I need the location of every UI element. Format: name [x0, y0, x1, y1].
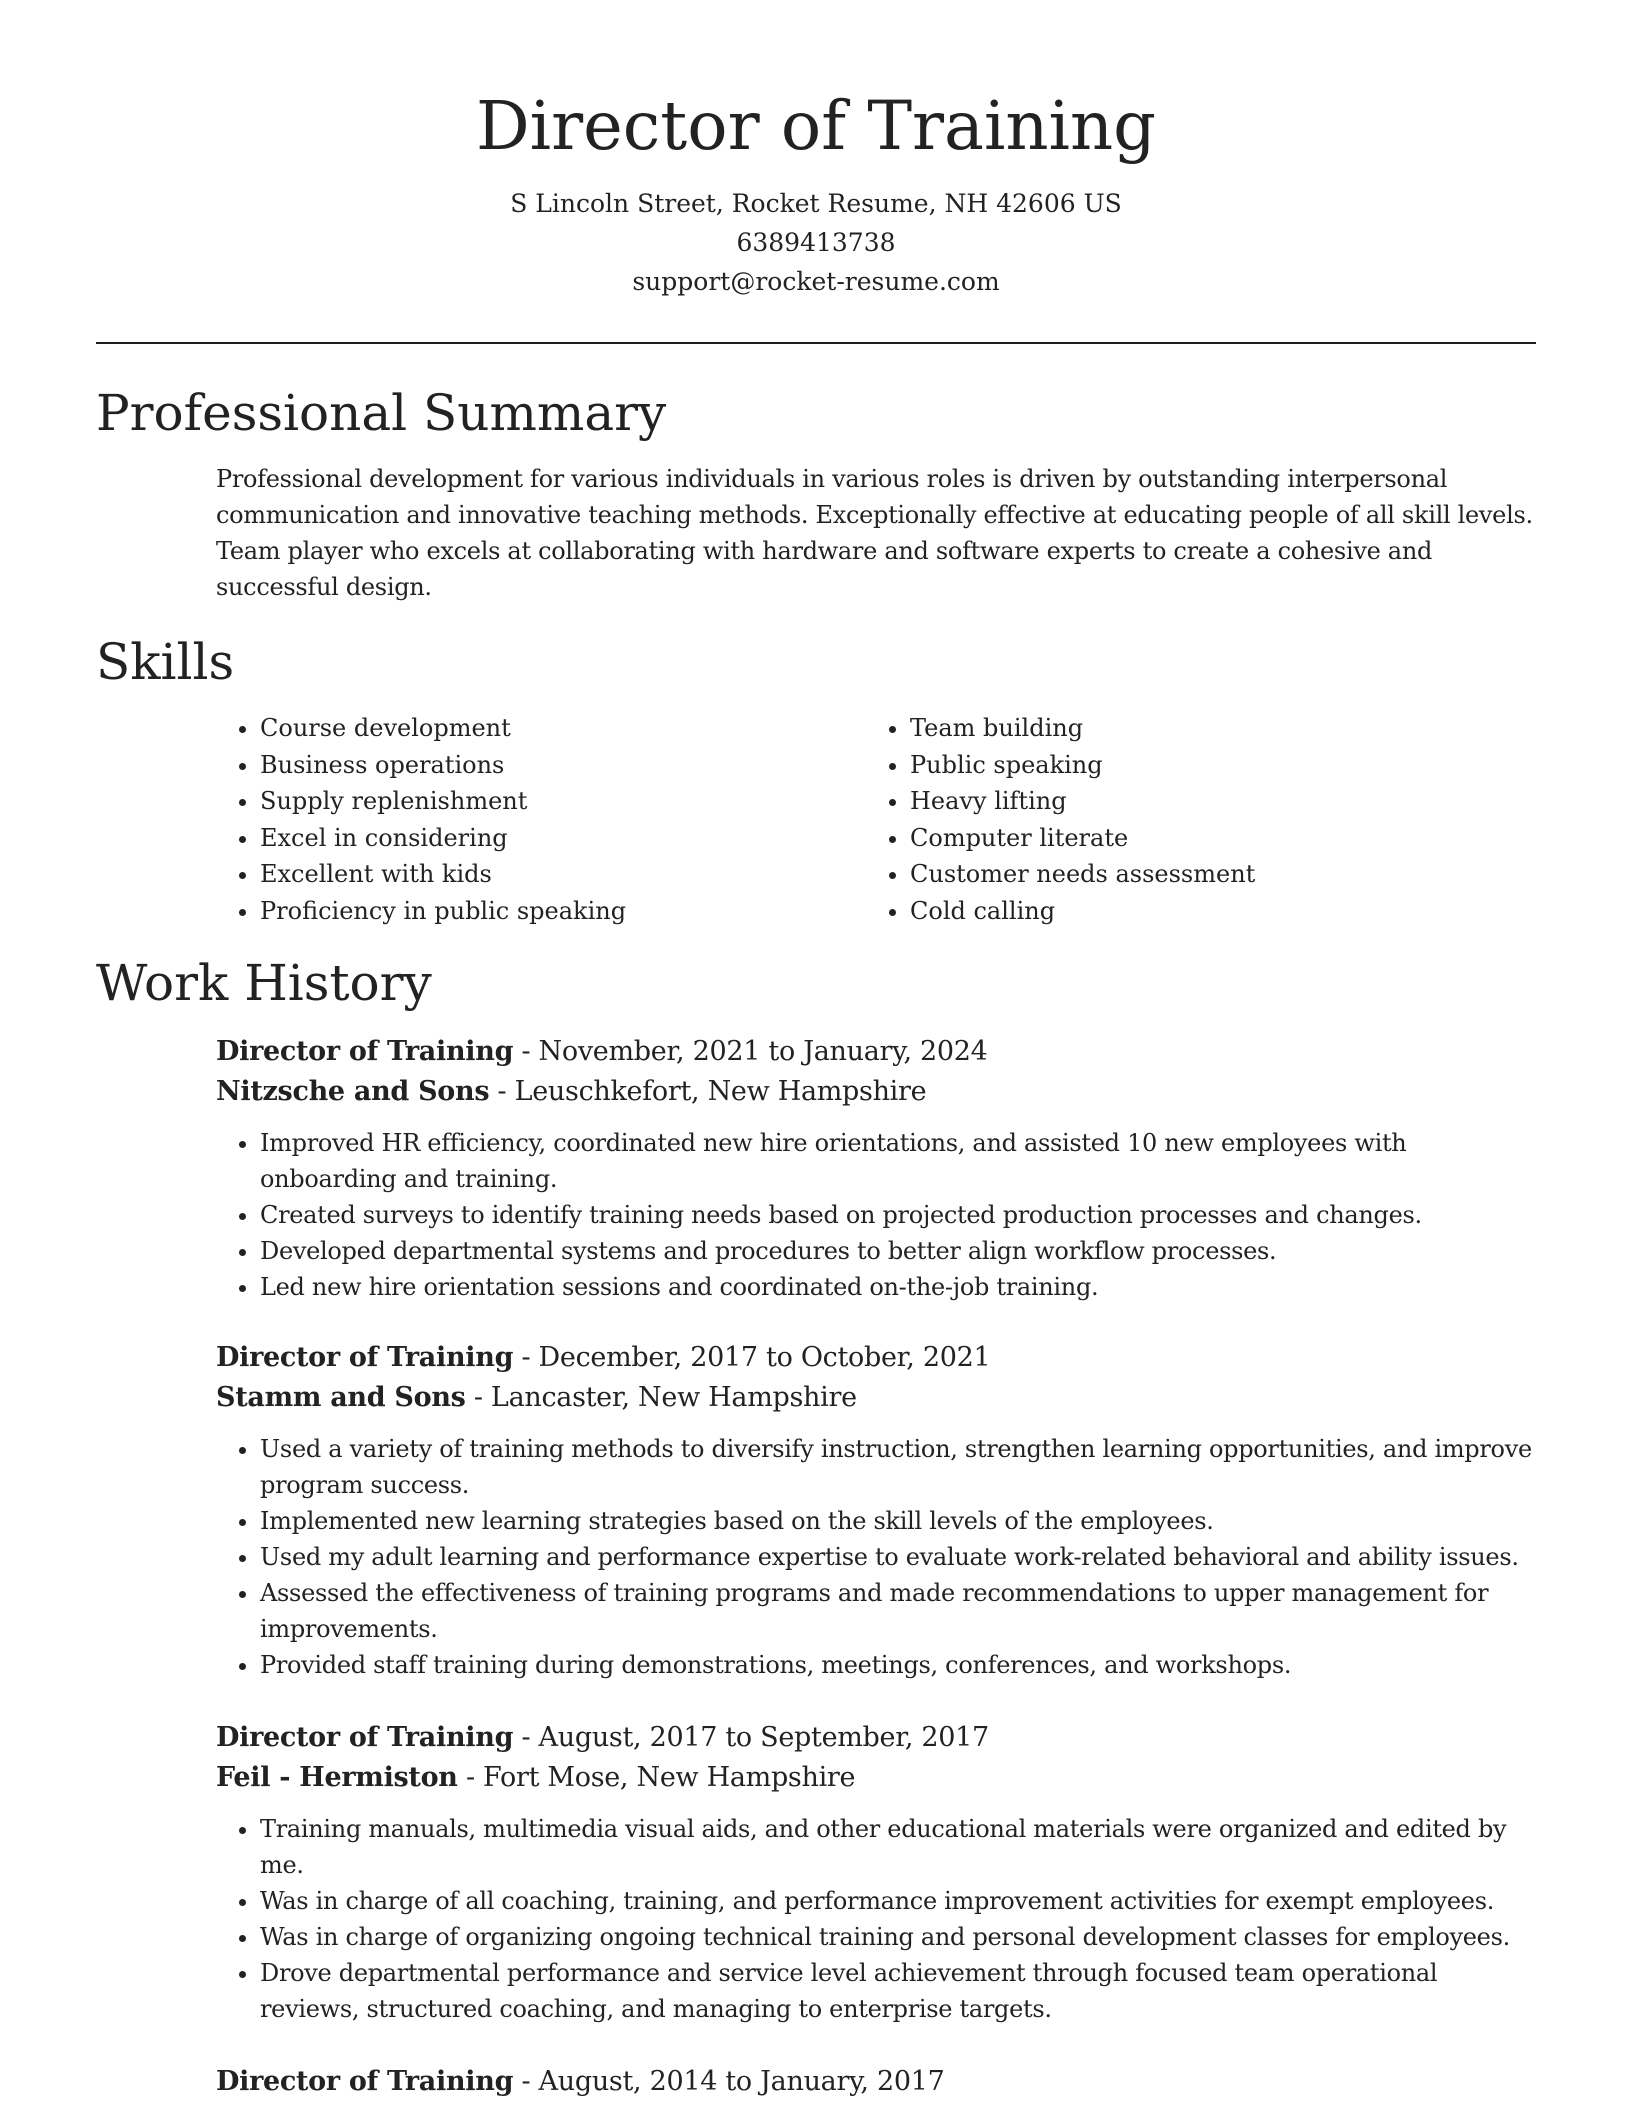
job-title: Director of Training [216, 1036, 514, 1067]
job-bullet: • Training manuals, multimedia visual aids, and other educational materials were organized and edited by me. [260, 1811, 1540, 1883]
job-bullet: • Used a variety of training methods to diversify instruction, strengthen learning opportunities, and improve program success. [260, 1431, 1540, 1503]
skill-item: • Course development [260, 710, 626, 747]
job-company: Stamm and Sons [216, 1382, 466, 1413]
job-title-line [216, 1718, 1540, 1758]
skill-item: • Proficiency in public speaking [260, 893, 626, 930]
job-entry [216, 1338, 1540, 1683]
job-title-line [216, 1032, 1540, 1072]
job-bullets [216, 1431, 1540, 1683]
skill-item: • Supply replenishment [260, 783, 626, 820]
skill-item: • Excellent with kids [260, 856, 626, 893]
job-bullet: • Drove departmental performance and service level achievement through focused team operational reviews, structured coaching, and managing to enterprise targets. [260, 1955, 1540, 2027]
job-entry [216, 1032, 1540, 1305]
job-bullet: • Implemented new learning strategies based on the skill levels of the employees. [260, 1503, 1540, 1539]
job-title-line [216, 1338, 1540, 1378]
job-company: Nitzsche and Sons [216, 1076, 490, 1107]
resume-name: Director of Training [475, 87, 1157, 165]
skill-item: • Public speaking [910, 747, 1255, 784]
job-bullet: • Developed departmental systems and procedures to better align workflow processes. [260, 1233, 1540, 1269]
job-bullet: • Provided staff training during demonstrations, meetings, conferences, and workshops. [260, 1647, 1540, 1683]
job-entry [216, 2062, 1540, 2102]
job-location: - Fort Mose, New Hampshire [457, 1762, 856, 1793]
contact-email: support@rocket-resume.com [632, 267, 1000, 296]
job-title: Director of Training [216, 2066, 514, 2097]
section-title-work-history: Work History [96, 954, 432, 1012]
resume-header [0, 0, 1632, 301]
skills-list-left [216, 710, 626, 929]
section-title-skills: Skills [96, 633, 235, 691]
header-divider [96, 342, 1536, 344]
skill-item: • Computer literate [910, 820, 1255, 857]
job-dates: - December, 2017 to October, 2021 [513, 1342, 991, 1373]
job-company: Feil - Hermiston [216, 1762, 458, 1793]
job-title: Director of Training [216, 1722, 514, 1753]
job-title-line [216, 2062, 1540, 2102]
job-bullets [216, 1125, 1540, 1305]
skill-item: • Excel in considering [260, 820, 626, 857]
job-bullet: • Was in charge of all coaching, training, and performance improvement activities for exempt employees. [260, 1883, 1540, 1919]
skill-item: • Customer needs assessment [910, 856, 1255, 893]
job-location: - Lancaster, New Hampshire [465, 1382, 857, 1413]
skill-item: • Heavy lifting [910, 783, 1255, 820]
job-location: - Leuschkefort, New Hampshire [489, 1076, 927, 1107]
job-bullet: • Led new hire orientation sessions and coordinated on-the-job training. [260, 1269, 1540, 1305]
job-company-line [216, 1072, 1540, 1112]
contact-address: S Lincoln Street, Rocket Resume, NH 42606 US [510, 189, 1122, 218]
job-dates: - August, 2017 to September, 2017 [513, 1722, 989, 1753]
contact-phone: 6389413738 [736, 228, 896, 257]
job-company-line [216, 1378, 1540, 1418]
job-title: Director of Training [216, 1342, 514, 1373]
section-title-summary: Professional Summary [96, 384, 667, 442]
job-company-line [216, 1758, 1540, 1798]
contact-info [0, 184, 1632, 301]
skill-item: • Cold calling [910, 893, 1255, 930]
job-dates: - November, 2021 to January, 2024 [513, 1036, 988, 1067]
summary-text: Professional development for various individuals in various roles is driven by outstanding interpersonal communication and innovative teaching methods. Exceptionally effective at educating people of all skill levels. Team player who excels at collaborating with hardware and software experts to create a cohesive and successful design. [216, 465, 1533, 601]
skill-item: • Team building [910, 710, 1255, 747]
job-dates: - August, 2014 to January, 2017 [513, 2066, 945, 2097]
job-bullet: • Created surveys to identify training needs based on projected production processes and changes. [260, 1197, 1540, 1233]
job-bullet: • Assessed the effectiveness of training programs and made recommendations to upper management for improvements. [260, 1575, 1540, 1647]
skills-list-right [866, 710, 1255, 929]
job-bullet: • Was in charge of organizing ongoing technical training and personal development classes for employees. [260, 1919, 1540, 1955]
job-bullets [216, 1811, 1540, 2027]
job-bullet: • Improved HR efficiency, coordinated new hire orientations, and assisted 10 new employees with onboarding and training. [260, 1125, 1540, 1197]
job-bullet: • Used my adult learning and performance expertise to evaluate work-related behavioral and ability issues. [260, 1539, 1540, 1575]
skill-item: • Business operations [260, 747, 626, 784]
job-entry [216, 1718, 1540, 2027]
